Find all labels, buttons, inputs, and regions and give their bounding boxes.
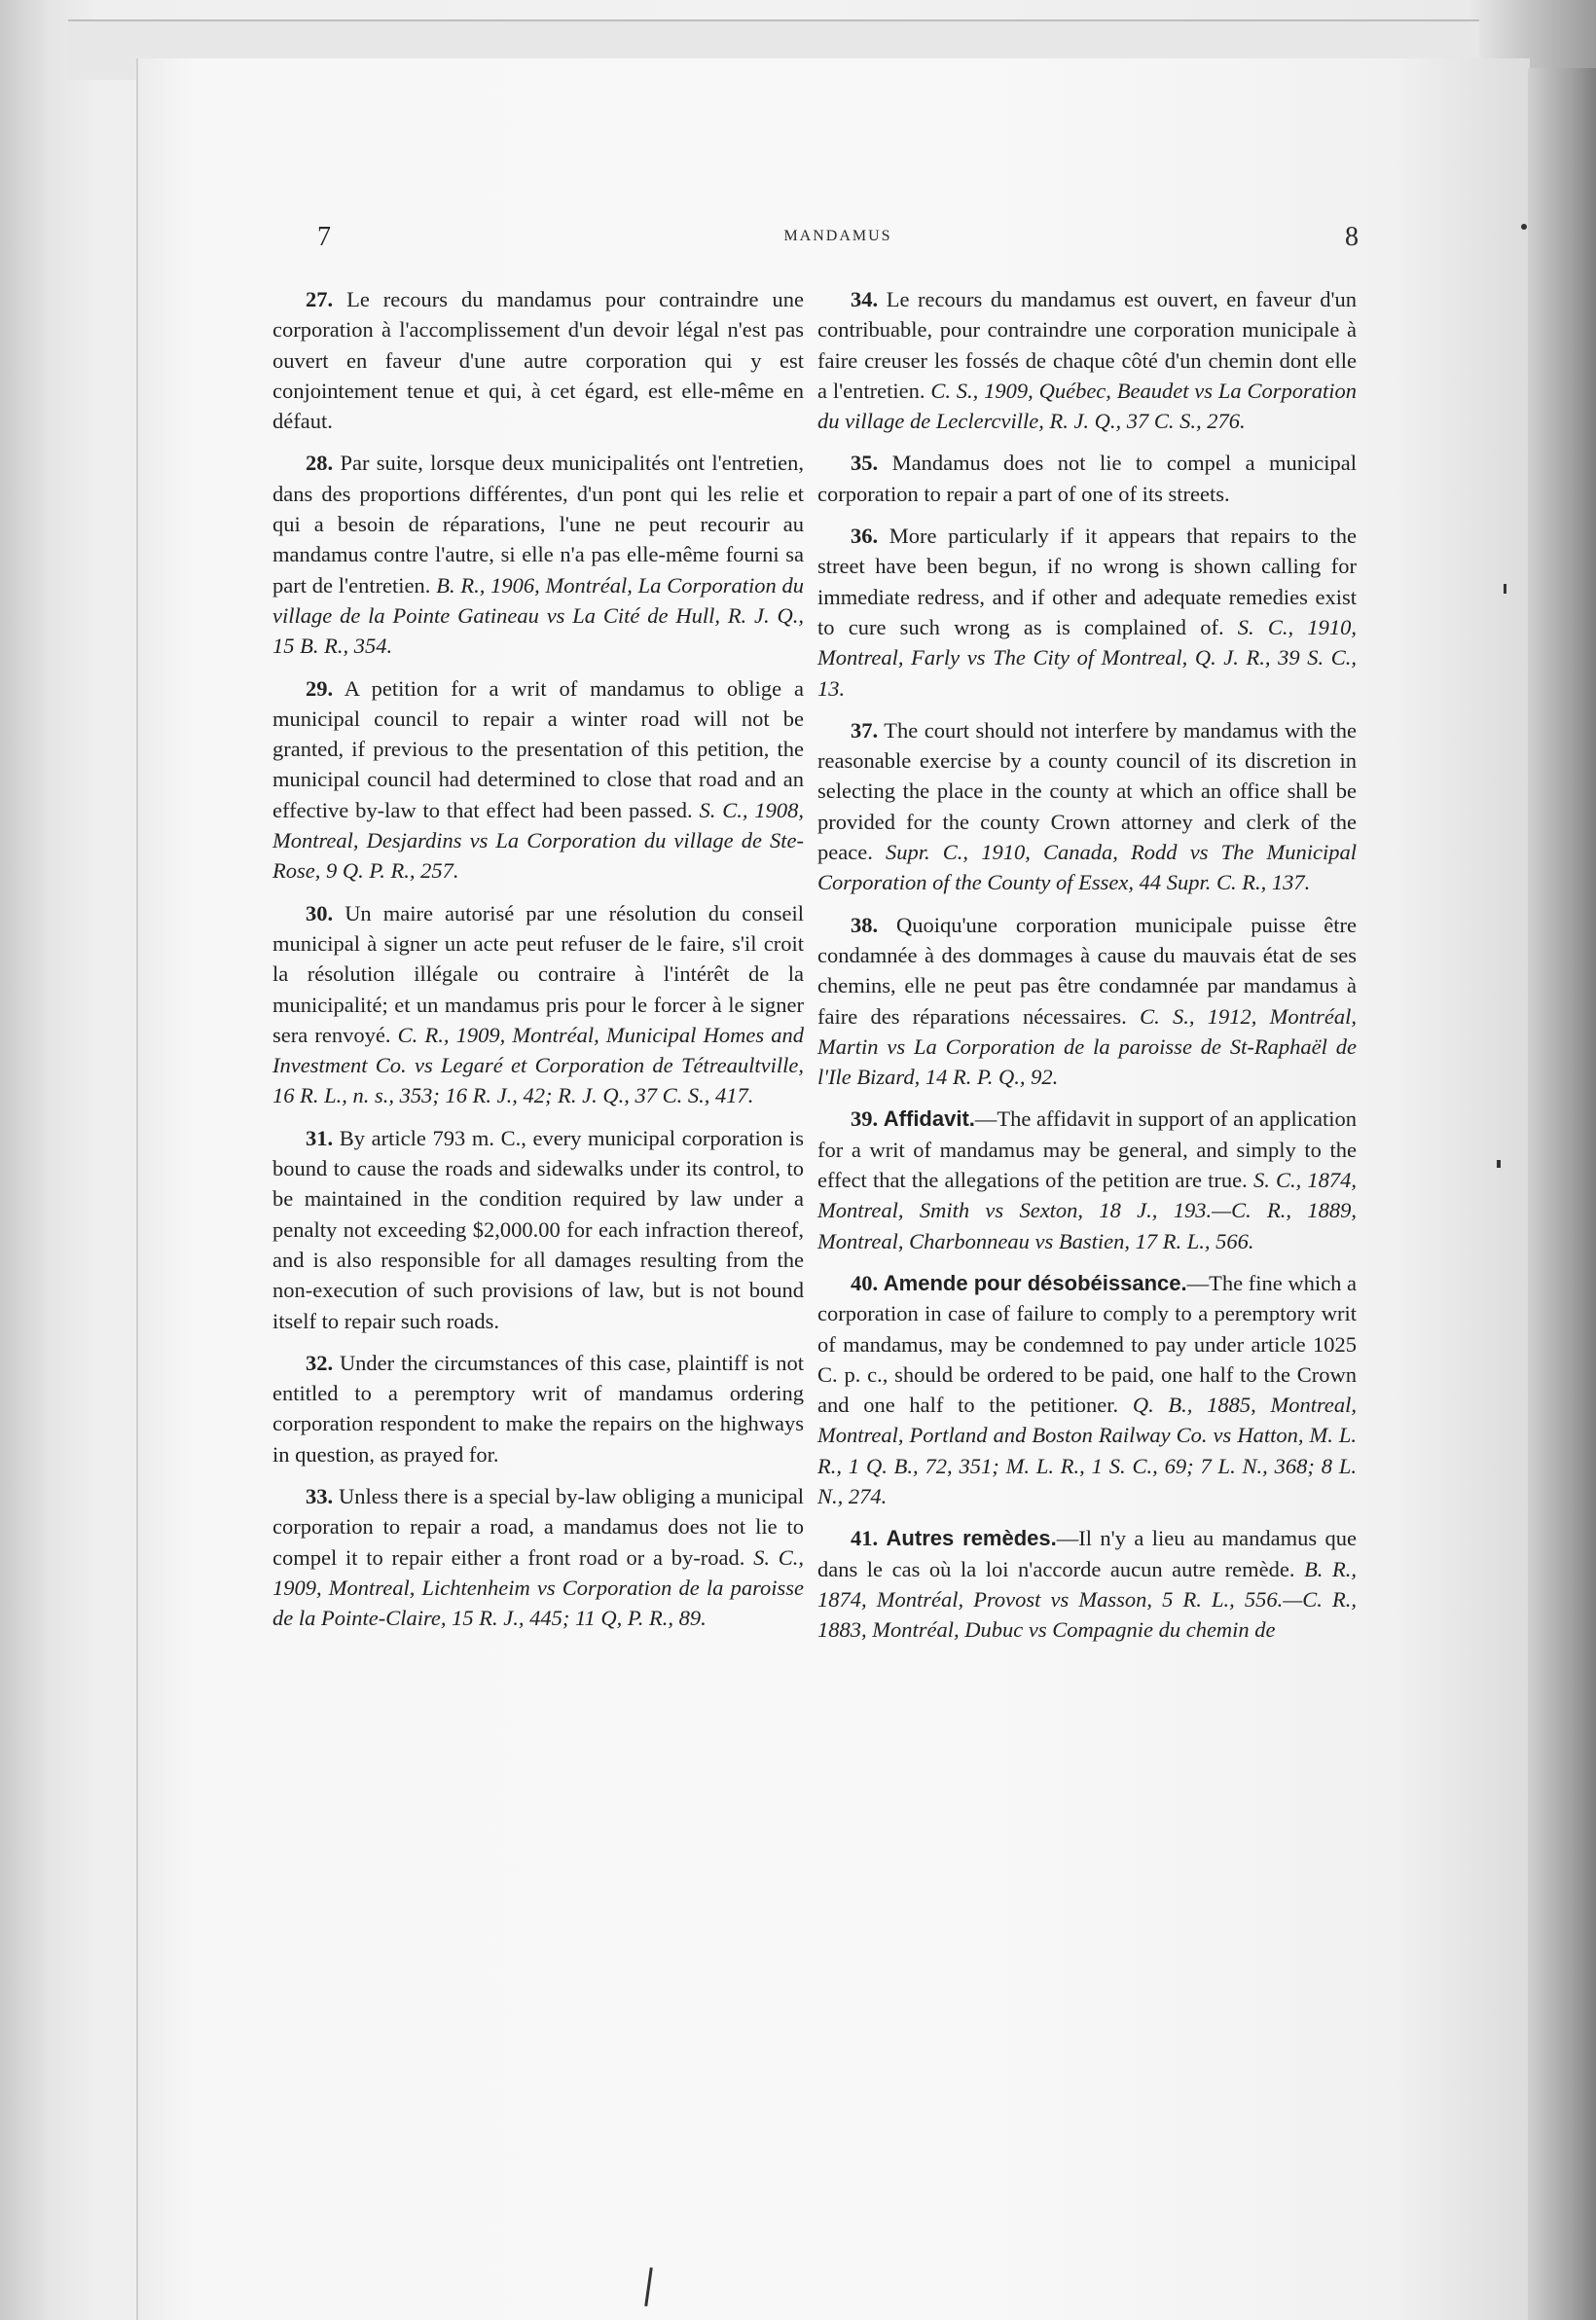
article-body: More particularly if it appears that repairs to the street have been begun, if no wrong is shown calling for immediate redress, and if other and adequate remedies exist to cure such wrong as is complained of.: [817, 524, 1358, 639]
article-number: 29.: [306, 675, 334, 701]
article-29: [272, 673, 804, 887]
article-citation: C. S., 1912, Montréal, Martin vs La Corporation de la paroisse de St-Raphaël de l'Ile Bizard, 14 R. P. Q., 92.: [817, 1003, 1358, 1090]
article-body: Mandamus does not lie to compel a municipal corporation to repair a part of one of its streets.: [817, 451, 1357, 506]
article-body: Le recours du mandamus est ouvert, en faveur d'un contribuable, pour contraindre une corporation municipale à faire creuser les fossés de chaque côté d'un chemin dont elle a l'entretien.: [817, 287, 1357, 403]
article-citation: S. C., 1874, Montreal, Smith vs Sexton, 18 J., 193.—C. R., 1889, Montreal, Charbonneau vs Bastien, 17 R. L., 566.: [817, 1168, 1358, 1253]
article-36: [817, 521, 1357, 704]
right-column: [812, 284, 1357, 1656]
article-citation: S. C., 1908, Montreal, Desjardins vs La Corporation du village de Ste-Rose, 9 Q. P. R., 257.: [272, 797, 805, 884]
article-number: 32.: [306, 1350, 334, 1375]
article-citation: Supr. C., 1910, Canada, Rodd vs The Municipal Corporation of the County of Essex, 44 Supr. C. R., 137.: [817, 840, 1358, 895]
article-citation: C. S., 1909, Québec, Beaudet vs La Corporation du village de Leclercville, R. J. Q., 37 C. S., 276.: [817, 378, 1358, 434]
article-body: Under the circumstances of this case, plaintiff is not entitled to a peremptory writ of mandamus ordering corporation respondent to make the repairs on the highways in question, as prayed for.: [272, 1350, 805, 1467]
article-number: 28.: [306, 451, 334, 476]
article-body: Unless there is a special by-law obliging a municipal corporation to repair a road, a mandamus does not lie to compel it to repair either a front road or a by-road.: [272, 1483, 804, 1570]
article-body: —The affidavit in support of an application for a writ of mandamus may be general, and simply to the effect that the allegations of the petition are true.: [817, 1106, 1358, 1193]
article-number: 31.: [306, 1125, 334, 1150]
running-title: MANDAMUS: [783, 228, 892, 244]
article-number: 35.: [851, 451, 879, 476]
article-title: Amende pour désobéissance.: [883, 1270, 1187, 1295]
article-number: 39.: [851, 1106, 879, 1132]
article-40: [817, 1268, 1357, 1511]
article-number: 41.: [851, 1526, 879, 1551]
article-number: 27.: [306, 287, 334, 311]
running-head: [317, 222, 1359, 261]
article-32: [272, 1348, 804, 1469]
article-title: Autres remèdes.: [886, 1526, 1057, 1551]
article-number: 38.: [851, 912, 879, 937]
article-41: [817, 1523, 1357, 1645]
article-citation: S. C., 1909, Montreal, Lichtenheim vs Corporation de la paroisse de la Pointe-Claire, 15 R. J., 445; 11 Q, P. R., 89.: [272, 1544, 805, 1631]
article-27: [272, 284, 804, 436]
article-33: [272, 1481, 804, 1633]
article-31: [272, 1123, 804, 1336]
article-body: Quoiqu'une corporation municipale puisse être condamnée à des dommages à cause du mauvais état de ses chemins, elle ne peut pas être condamnée par mandamus à faire des réparations nécessaires.: [817, 912, 1358, 1029]
article-body: Le recours du mandamus pour contraindre une corporation à l'accomplissement d'un devoir légal n'est pas ouvert en faveur d'une autre corporation qui y est conjointement tenue et qui, à cet égard, est elle-même en défaut.: [272, 287, 804, 434]
article-38: [817, 910, 1357, 1093]
article-citation: B. R., 1906, Montréal, La Corporation du village de la Pointe Gatineau vs La Cité de Hull, R. J. Q., 15 B. R., 354.: [272, 572, 805, 659]
article-citation: C. R., 1909, Montréal, Municipal Homes and Investment Co. vs Legaré et Corporation de Tétreaultville, 16 R. L., n. s., 353; 16 R. J., 42; R. J. Q., 37 C. S., 417.: [272, 1022, 804, 1108]
article-34: [817, 284, 1357, 436]
article-body: Par suite, lorsque deux municipalités ont l'entretien, dans des proportions différentes, d'un pont qui les relie et qui a besoin de réparations, l'une ne peut recourir au mandamus contre l'autre, si elle n'a pas elle-même fourni sa part de l'entretien.: [272, 451, 804, 598]
scan-speck: [1521, 224, 1527, 230]
article-body: The court should not interfere by mandamus with the reasonable exercise by a county council of its discretion in selecting the place in the county at which an office shall be provided for the county Crown attorney and clerk of the peace.: [817, 717, 1357, 865]
article-39: [817, 1104, 1357, 1255]
page-number-left: 7: [317, 222, 331, 252]
article-body: —The fine which a corporation in case of failure to comply to a peremptory writ of mandamus, may be condemned to pay under article 1025 C. p. c., should be ordered to be paid, one half to the Crown and one half to the petitioner.: [817, 1270, 1358, 1418]
article-body: —Il n'y a lieu au mandamus que dans le cas où la loi n'accorde aucun autre remède.: [817, 1526, 1358, 1581]
article-number: 36.: [851, 524, 879, 549]
scan-speck: [1497, 1160, 1501, 1168]
article-number: 34.: [851, 287, 879, 311]
page-edge-shadow: [1528, 68, 1596, 2320]
article-35: [817, 448, 1357, 509]
article-body: A petition for a writ of mandamus to oblige a municipal council to repair a winter road will not be granted, if previous to the presentation of this petition, the municipal council had determined to close that road and an effective by-law to that effect had been passed.: [272, 675, 804, 822]
scan-speck: [1504, 584, 1506, 594]
article-citation: Q. B., 1885, Montreal, Montreal, Portland and Boston Railway Co. vs Hatton, M. L. R., 1 Q. B., 72, 351; M. L. R., 1 S. C., 69; 7 L. N., 368; 8 L. N., 274.: [817, 1393, 1358, 1508]
article-37: [817, 715, 1357, 898]
article-number: 40.: [851, 1270, 879, 1295]
article-number: 33.: [306, 1483, 334, 1508]
article-title: Affidavit.: [883, 1106, 975, 1132]
article-body: By article 793 m. C., every municipal corporation is bound to cause the roads and sidewalks under its control, to be maintained in the condition required by law under a penalty not exceeding $2,000.00 for each infraction thereof, and is also responsible for all damages resulting from the non-execution of such provisions of law, but is not bound itself to repair such roads.: [272, 1125, 804, 1333]
article-number: 37.: [851, 717, 879, 743]
article-citation: B. R., 1874, Montréal, Provost vs Masson, 5 R. L., 556.—C. R., 1883, Montréal, Dubuc vs Compagnie du chemin de: [817, 1556, 1357, 1643]
article-28: [272, 448, 804, 661]
left-column: [272, 284, 804, 1645]
article-citation: S. C., 1910, Montreal, Farly vs The City of Montreal, Q. J. R., 39 S. C., 13.: [817, 614, 1357, 701]
page-number-right: 8: [1345, 222, 1359, 252]
article-body: Un maire autorisé par une résolution du conseil municipal à signer un acte peut refuser de le faire, s'il croit la résolution illégale ou contraire à l'intérêt de la municipalité; et un mandamus pris pour le forcer à le signer sera renvoyé.: [272, 900, 804, 1047]
article-number: 30.: [306, 900, 334, 925]
article-30: [272, 898, 804, 1111]
